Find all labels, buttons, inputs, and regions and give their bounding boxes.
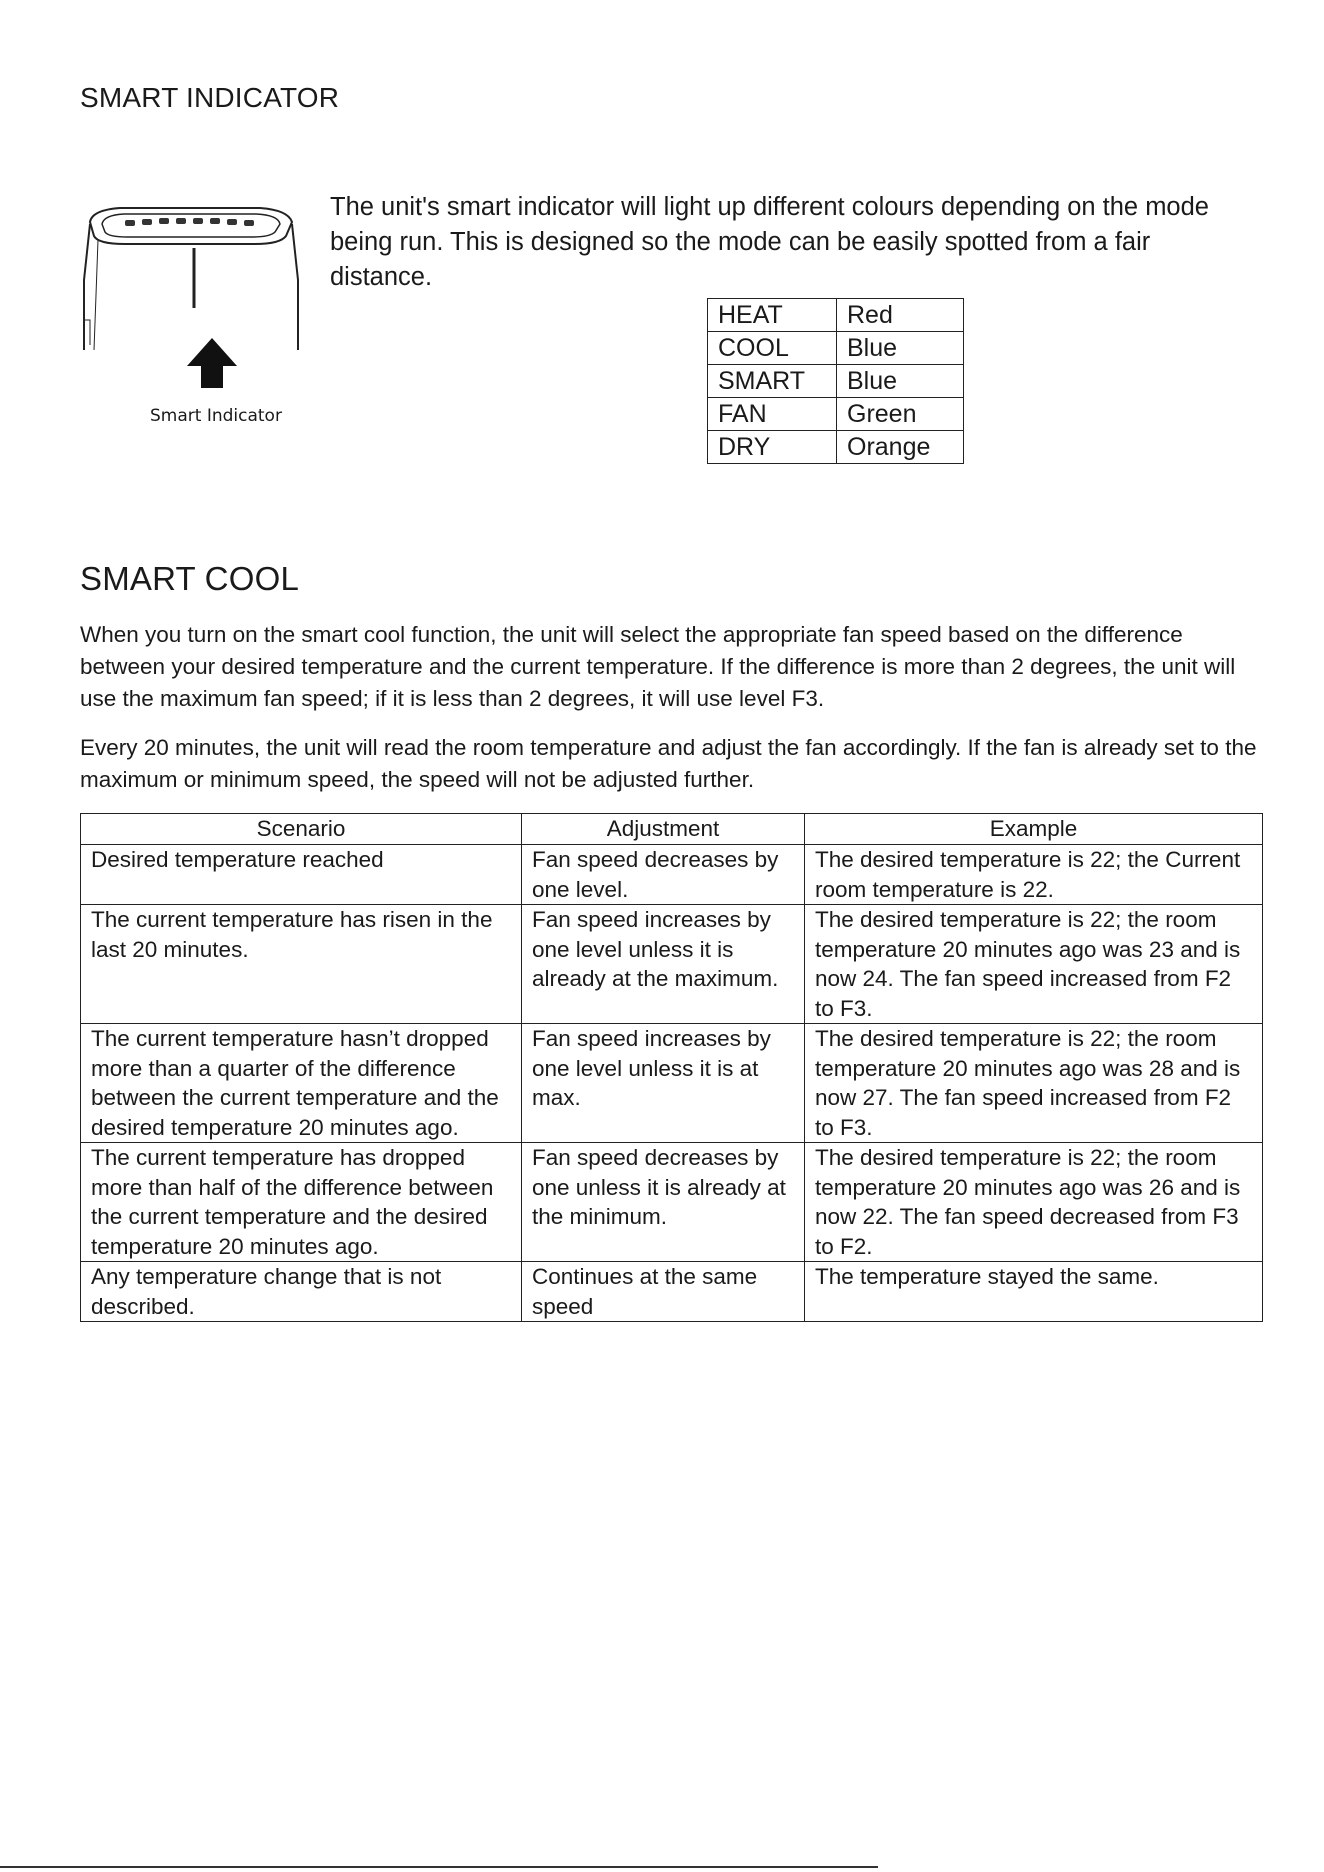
table-row [81, 1262, 1263, 1322]
mode-name: FAN [708, 398, 837, 431]
cell-example: The desired temperature is 22; the room temperature 20 minutes ago was 28 and is now 27. The fan speed increased from F2 to F3. [805, 1024, 1263, 1143]
smart-cool-heading: SMART COOL [80, 560, 299, 597]
header-adjustment: Adjustment [522, 814, 805, 845]
mode-color-row [708, 398, 964, 431]
cell-example: The desired temperature is 22; the Current room temperature is 22. [805, 845, 1263, 905]
mode-color: Red [837, 299, 964, 332]
mode-color: Blue [837, 332, 964, 365]
cell-example: The desired temperature is 22; the room temperature 20 minutes ago was 26 and is now 22. The fan speed decreased from F3 to F2. [805, 1143, 1263, 1262]
mode-name: COOL [708, 332, 837, 365]
footer-rule [0, 1866, 878, 1868]
table-row [81, 1143, 1263, 1262]
header-scenario: Scenario [81, 814, 522, 845]
cell-scenario: The current temperature has dropped more than half of the difference between the current temperature and the desired temperature 20 minutes ago. [81, 1143, 522, 1262]
smart-indicator-heading: SMART INDICATOR [80, 82, 340, 113]
smart-cool-scenario-table [80, 813, 1263, 1322]
dehumidifier-unit-icon [80, 200, 310, 435]
cell-adjustment: Fan speed increases by one level unless it is already at the maximum. [522, 905, 805, 1024]
mode-color-row [708, 365, 964, 398]
mode-color: Blue [837, 365, 964, 398]
table-row [81, 845, 1263, 905]
table-header-row [81, 814, 1263, 845]
smart-cool-paragraph-1: When you turn on the smart cool function, the unit will select the appropriate fan speed based on the difference between your desired temperature and the current temperature. If the difference is more than 2 degrees, the unit will use the maximum fan speed; if it is less than 2 degrees, it will use level F3. [80, 622, 1236, 711]
smart-indicator-description: The unit's smart indicator will light up different colours depending on the mode being run. This is designed so the mode can be easily spotted from a fair distance. [330, 193, 1209, 291]
cell-example: The desired temperature is 22; the room temperature 20 minutes ago was 23 and is now 24. The fan speed increased from F2 to F3. [805, 905, 1263, 1024]
table-row [81, 905, 1263, 1024]
cell-scenario: Desired temperature reached [81, 845, 522, 905]
table-row [81, 1024, 1263, 1143]
cell-example: The temperature stayed the same. [805, 1262, 1263, 1322]
cell-adjustment: Fan speed decreases by one unless it is already at the minimum. [522, 1143, 805, 1262]
cell-scenario: The current temperature hasn’t dropped more than a quarter of the difference between the current temperature and the desired temperature 20 minutes ago. [81, 1024, 522, 1143]
mode-color-row [708, 431, 964, 464]
header-example: Example [805, 814, 1263, 845]
mode-color-row [708, 332, 964, 365]
mode-color: Orange [837, 431, 964, 464]
cell-adjustment: Fan speed increases by one level unless it is at max. [522, 1024, 805, 1143]
mode-color-table [707, 298, 964, 464]
mode-name: DRY [708, 431, 837, 464]
cell-adjustment: Continues at the same speed [522, 1262, 805, 1322]
mode-name: SMART [708, 365, 837, 398]
mode-name: HEAT [708, 299, 837, 332]
smart-cool-paragraph-2: Every 20 minutes, the unit will read the room temperature and adjust the fan accordingly. If the fan is already set to the maximum or minimum speed, the speed will not be adjusted further. [80, 735, 1257, 792]
cell-scenario: Any temperature change that is not described. [81, 1262, 522, 1322]
smart-indicator-illustration [80, 200, 310, 435]
cell-adjustment: Fan speed decreases by one level. [522, 845, 805, 905]
cell-scenario: The current temperature has risen in the last 20 minutes. [81, 905, 522, 1024]
illustration-caption: Smart Indicator [150, 406, 282, 426]
mode-color-row [708, 299, 964, 332]
mode-color: Green [837, 398, 964, 431]
